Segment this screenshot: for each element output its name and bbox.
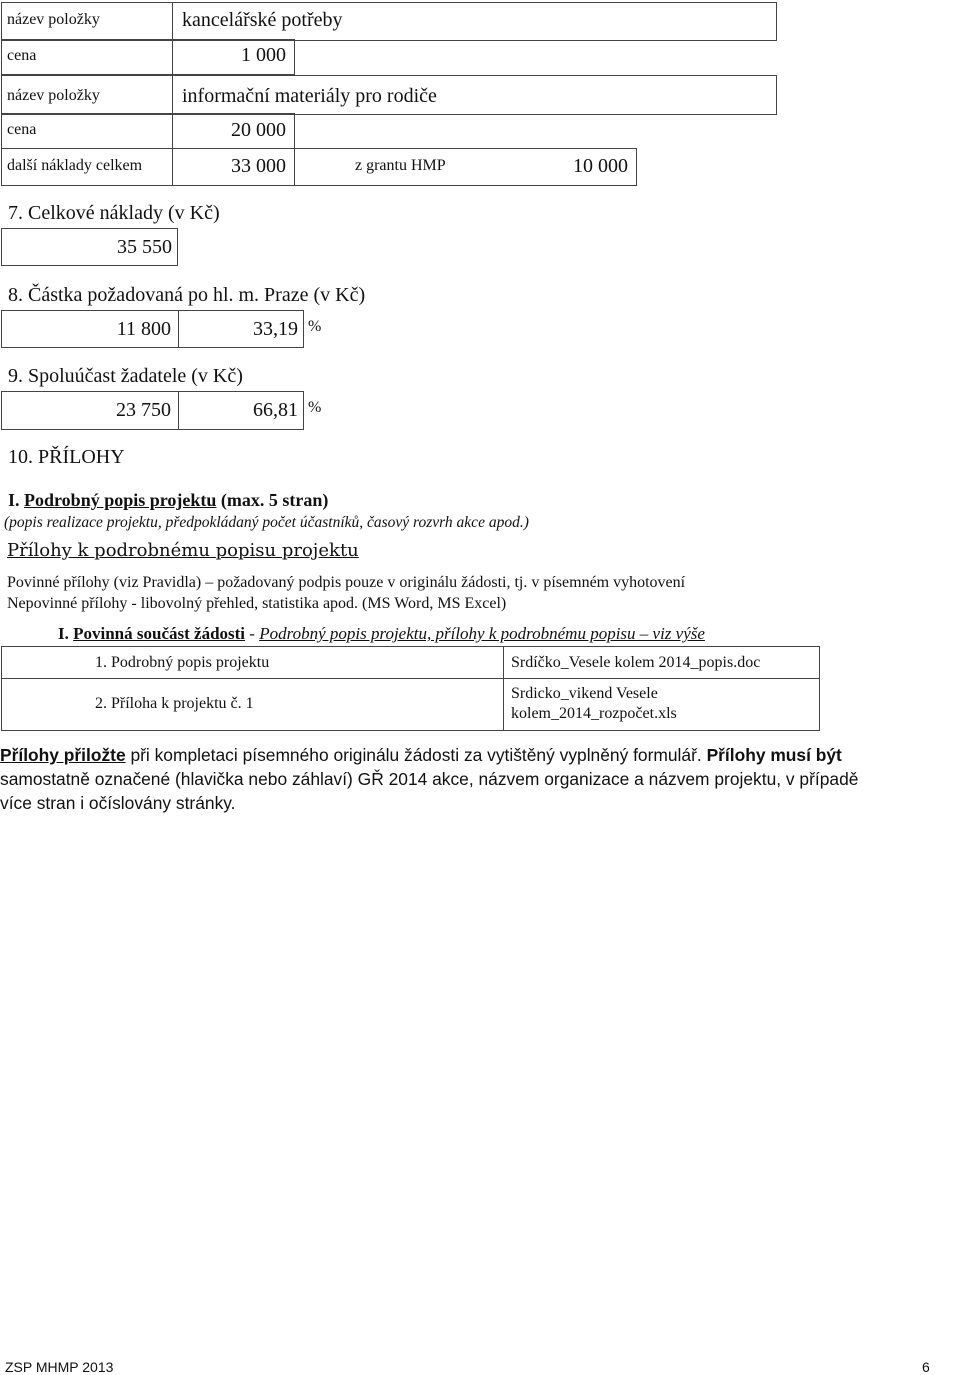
price-row-1-divider (172, 39, 173, 75)
price-label-2: cena (7, 121, 37, 138)
mandatory-part-desc: Podrobný popis projektu, přílohy k podrobnému popisu – viz výše (259, 624, 705, 643)
footer-left: ZSP MHMP 2013 (5, 1359, 114, 1375)
final-note-line-1 (0, 745, 842, 766)
final-note-text-1: při kompletaci písemného originálu žádosti za vytištěný vyplněný formulář. (125, 745, 707, 765)
other-costs-label: další náklady celkem (7, 157, 143, 174)
mandatory-part-title: Povinná součást žádosti (73, 624, 246, 643)
total-costs-value: 35 550 (117, 236, 172, 258)
final-note-line-3: více stran i očíslovány stránky. (0, 793, 236, 813)
price-value-1: 1 000 (241, 44, 286, 66)
item-name-label-1: název položky (7, 11, 100, 28)
mandatory-part-dash: - (245, 624, 260, 643)
requested-percent-value: 33,19 (253, 318, 298, 340)
grant-label: z grantu HMP (355, 157, 446, 174)
file-1-filename: Srdíčko_Vesele kolem 2014_popis.doc (511, 654, 761, 671)
other-costs-value: 33 000 (231, 155, 286, 177)
mandatory-part-heading (58, 624, 705, 644)
final-note-bold-1: Přílohy přiložte (0, 745, 126, 765)
section-9-title: 9. Spoluúčast žadatele (v Kč) (8, 365, 243, 387)
file-2-name: 2. Příloha k projektu č. 1 (95, 695, 254, 712)
footer-page-number: 6 (922, 1359, 930, 1375)
mandatory-part-num: I. (58, 624, 74, 643)
price-label-1: cena (7, 47, 37, 64)
attachments-heading: Přílohy k podrobnému popisu projektu (7, 540, 359, 561)
item-name-row-1 (1, 2, 777, 41)
project-description-note: (popis realizace projektu, předpokládaný počet účastníků, časový rozvrh akce apod.) (4, 514, 529, 531)
price-value-2: 20 000 (231, 119, 286, 141)
project-description-num: I. (8, 490, 25, 510)
item-name-label-2: název položky (7, 87, 100, 104)
file-2-filename-line1: Srdicko_vikend Vesele (511, 685, 658, 702)
grant-value: 10 000 (573, 155, 628, 177)
attachments-mandatory-line: Povinné přílohy (viz Pravidla) – požadovaný podpis pouze v originálu žádosti, tj. v písemném vyhotovení (7, 574, 686, 591)
section-8-title: 8. Částka požadovaná po hl. m. Praze (v Kč) (8, 284, 366, 306)
item-name-row-1-divider (172, 2, 173, 41)
file-1-name: 1. Podrobný popis projektu (95, 654, 270, 671)
final-note-line-2: samostatně označené (hlavička nebo záhlaví) GŘ 2014 akce, názvem organizace a názvem projektu, v případě (0, 769, 859, 789)
project-description-suffix: (max. 5 stran) (216, 490, 329, 510)
price-row-2-divider (172, 113, 173, 149)
attachments-optional-line: Nepovinné přílohy - libovolný přehled, statistika apod. (MS Word, MS Excel) (7, 595, 507, 612)
cofinancing-percent-unit: % (308, 399, 322, 416)
cofinancing-percent-value: 66,81 (253, 399, 298, 421)
item-name-row-2-divider (172, 75, 173, 115)
requested-percent-unit: % (308, 318, 322, 335)
other-costs-divider-2 (294, 148, 295, 186)
final-note-bold-2: Přílohy musí být (706, 745, 842, 765)
files-table-row-divider (1, 678, 820, 679)
item-name-value-2: informační materiály pro rodiče (182, 85, 437, 107)
item-name-value-1: kancelářské potřeby (182, 9, 343, 31)
section-7-title: 7. Celkové náklady (v Kč) (8, 202, 220, 224)
project-description-title: Podrobný popis projektu (24, 490, 217, 510)
section-10-title: 10. PŘÍLOHY (8, 446, 125, 468)
other-costs-divider-1 (172, 148, 173, 186)
project-description-heading (8, 490, 328, 511)
file-2-filename-line2: kolem_2014_rozpočet.xls (511, 705, 677, 722)
files-table-col-divider (503, 646, 504, 731)
requested-amount-value: 11 800 (116, 318, 171, 340)
cofinancing-value: 23 750 (116, 399, 171, 421)
